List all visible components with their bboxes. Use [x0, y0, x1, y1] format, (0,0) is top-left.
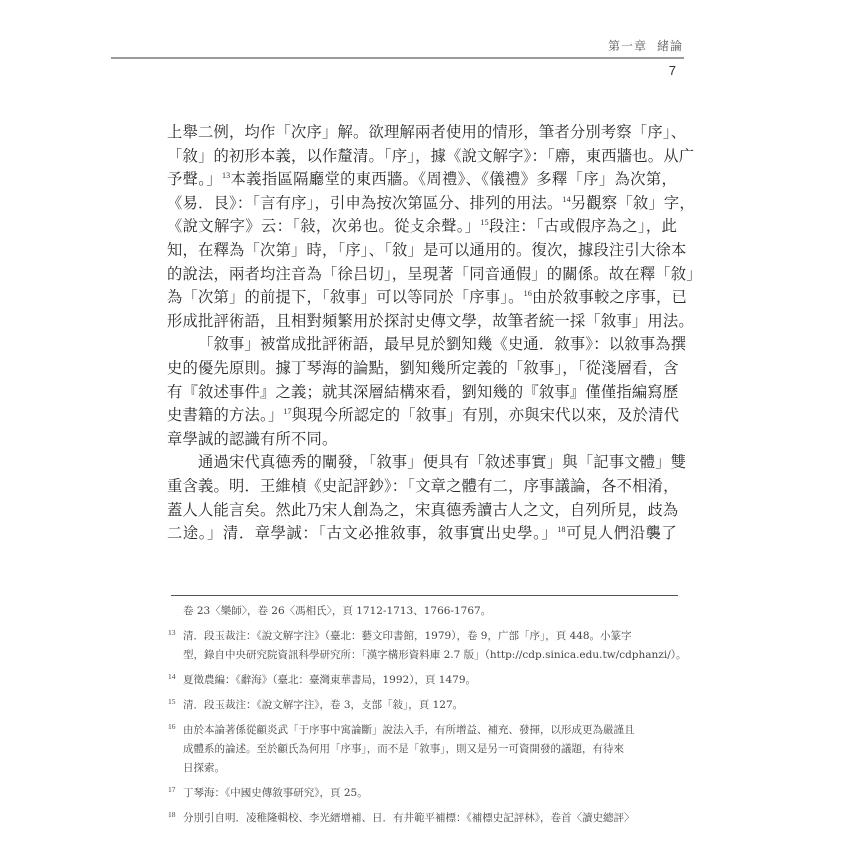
- body-line: [167, 333, 687, 357]
- running-head: [0, 37, 683, 54]
- line-text: 重含義。明．王維楨《史記評鈔》：「文章之體有二，序事議論，各不相淆，: [167, 476, 679, 495]
- body-line: [167, 475, 677, 499]
- line-text-continued: 段注：「古或假序為之」，此: [488, 217, 677, 236]
- line-text: 史的優先原則。據丁琴海的論點，劉知幾所定義的「敘事」，「從淺層看，含: [167, 358, 679, 377]
- footnote-text: 清．段玉裁注：《說文解字注》（臺北：藝文印書館，1979），卷 9，广部「序」，頁 448。小篆字: [183, 630, 632, 642]
- body-line: [167, 215, 677, 239]
- footnote-item: [168, 696, 688, 715]
- footnote-ref[interactable]: 13: [221, 171, 231, 181]
- line-text: 為「次第」的前提下，「敘事」可以等同於「序事」。: [167, 288, 524, 307]
- line-text: 的說法，兩者均注音為「徐吕切」，呈現著「同音通假」的關係。故在釋「敘」: [167, 264, 702, 283]
- line-text-continued: 由於敘事較之序事，已: [532, 288, 688, 307]
- footnote-number: 15: [168, 697, 176, 706]
- page-number: 7: [668, 63, 676, 78]
- footnote-ref[interactable]: 16: [523, 289, 533, 299]
- line-text: 章學誠的認識有所不同。: [167, 429, 338, 448]
- footnote-number: 18: [168, 810, 176, 819]
- line-text-continued: 另觀察「敘」字，: [570, 193, 695, 212]
- body-line: [167, 168, 677, 192]
- footnote-text: 日探索。: [183, 762, 225, 774]
- body-text: [167, 121, 702, 546]
- body-line: [167, 310, 694, 334]
- footnote-item: [168, 784, 688, 803]
- body-line: [167, 239, 687, 263]
- line-text: 予聲。」: [167, 170, 222, 189]
- line-text: 二途。」清．章學誠：「古文必推敘事，敘事實出史學。」: [167, 524, 558, 543]
- footnotes: [168, 602, 688, 834]
- body-line: [167, 192, 695, 216]
- footnote-text: 丁琴海：《中國史傳敘事研究》，頁 25。: [183, 787, 368, 799]
- footnote-text: 卷 23〈樂師〉，卷 26〈馮相氏〉，頁 1712-1713、1766-1767。: [183, 605, 492, 617]
- footnote-number: 17: [168, 785, 176, 794]
- footnote-ref[interactable]: 15: [480, 218, 489, 228]
- footnote-text: 分別引自明．凌稚隆輯校、李光縉增補、日．有井範平補標：《補標史記評林》，卷首〈讀史總評〉: [183, 812, 635, 824]
- line-text-continued: 本義指區隔廳堂的東西牆。《周禮》、《儀禮》多釋「序」為次第，: [230, 170, 677, 189]
- footnote-ref[interactable]: 17: [283, 407, 292, 417]
- body-line: [167, 121, 687, 145]
- footnote-ref[interactable]: 14: [562, 194, 571, 204]
- line-text: 通過宋代真德秀的闡發，「敘事」便具有「敘述事實」與「記事文體」雙: [198, 453, 687, 472]
- line-text: 蓋人人能言矣。然此乃宋人創為之，宋真德秀讀古人之文，自列所見，歧為: [167, 500, 679, 519]
- body-line: [167, 428, 677, 452]
- body-line: [167, 404, 680, 428]
- header-rule: [111, 57, 684, 59]
- body-line: [167, 522, 677, 546]
- body-line: [167, 286, 688, 310]
- footnote-item: [168, 721, 688, 778]
- line-text: 知，在釋為「次第」時，「序」、「敘」是可以通用的。復次，據段注引大徐本: [167, 240, 687, 259]
- footnote-text: 成體系的論述。至於顧氏為何用「序事」，而不是「敘事」，則又是另一可資開發的議題，有待來: [183, 743, 624, 755]
- line-text: 《說文解字》云：「敍，次弟也。從攴余聲。」: [167, 217, 481, 236]
- body-line: [167, 381, 677, 405]
- body-line: [167, 357, 677, 381]
- line-text: 上舉二例，均作「次序」解。欲理解兩者使用的情形，筆者分別考察「序」、: [167, 123, 687, 141]
- footnote-item: [168, 627, 688, 665]
- footnote-item: [168, 602, 688, 621]
- line-text: 史書籍的方法。」: [167, 406, 284, 425]
- body-line: [167, 499, 677, 523]
- footnote-text: 由於本論著係從顧炎武「于序事中寓論斷」說法入手，有所增益、補充、發揮，以形成更為嚴謹且: [183, 724, 635, 736]
- section-title: 緒論: [656, 39, 683, 53]
- footnote-text: 型，錄自中央研究院資訊科學研究所：「漢字構形資料庫 2.7 版」（http://cdp.sinica.edu.tw/cdphanzi/）。: [183, 649, 687, 661]
- line-text: 有『敘述事件』之義；就其深層結構來看，劉知幾的『敘事』僅僅指編寫歷: [167, 382, 679, 401]
- line-text: 《易．艮》：「言有序」，引申為按次第區分、排列的用法。: [167, 193, 563, 212]
- chapter-label: 第一章: [607, 39, 647, 53]
- footnote-ref[interactable]: 18: [557, 525, 566, 535]
- body-line: [167, 263, 702, 287]
- footnote-number: 13: [168, 628, 176, 637]
- footnote-number: 14: [168, 672, 176, 681]
- footnote-text: 夏徵農編：《辭海》（臺北：臺灣東華書局，1992），頁 1479。: [183, 674, 477, 686]
- line-text: 「敘事」被當成批評術語，最早見於劉知幾《史通．敘事》：以敘事為撰: [198, 335, 687, 354]
- footnote-rule: [171, 595, 678, 596]
- footnote-item: [168, 809, 688, 828]
- line-text-continued: 可見人們沿襲了: [565, 524, 677, 543]
- footnote-item: [168, 671, 688, 690]
- line-text-continued: 與現今所認定的「敘事」有別，亦與宋代以來，及於清代: [291, 406, 680, 425]
- footnote-text: 清．段玉裁注：《說文解字注》，卷 3，攴部「敍」，頁 127。: [183, 699, 464, 711]
- line-text: 「敘」的初形本義，以作釐清。「序」，據《說文解字》：「廗，東西牆也。从广: [167, 146, 695, 165]
- body-line: [167, 145, 695, 169]
- line-text: 形成批評術語，且相對頻繁用於探討史傳文學，故筆者統一採「敘事」用法。: [167, 311, 694, 330]
- footnote-number: 16: [168, 722, 176, 731]
- body-line: [167, 451, 687, 475]
